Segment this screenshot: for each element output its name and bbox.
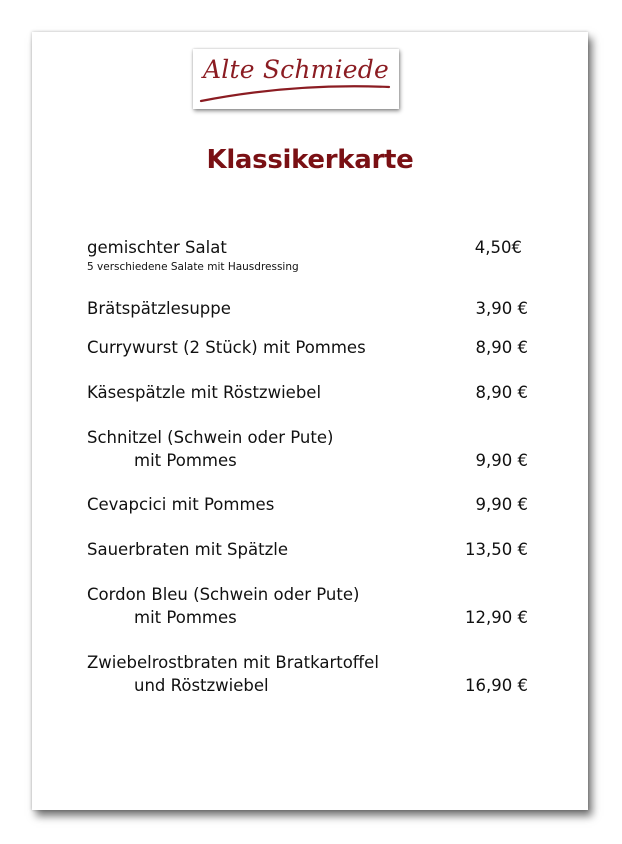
menu-item-name: Zwiebelrostbraten mit Bratkartoffel	[87, 653, 379, 672]
logo-swoosh-icon	[193, 49, 399, 109]
menu-item-name: Schnitzel (Schwein oder Pute)	[87, 428, 334, 447]
menu-item-price: 16,90 €	[465, 676, 528, 695]
menu-item-price: 9,90 €	[475, 495, 528, 514]
menu-item-name-continued: mit Pommes	[134, 608, 237, 627]
menu-item-name: gemischter Salat	[87, 238, 227, 257]
menu-item-name: Käsespätzle mit Röstzwiebel	[87, 383, 322, 402]
menu-item-price: 8,90 €	[475, 383, 528, 402]
menu-item-price: 13,50 €	[465, 540, 528, 559]
page-title: Klassikerkarte	[206, 145, 414, 175]
restaurant-logo	[193, 49, 399, 109]
menu-item-price: 3,90 €	[475, 299, 528, 318]
menu-item-name: Cevapcici mit Pommes	[87, 495, 275, 514]
menu-item-price: 9,90 €	[475, 451, 528, 470]
menu-item-name-continued: mit Pommes	[134, 451, 237, 470]
menu-item-price: 12,90 €	[465, 608, 528, 627]
menu-item-name: Sauerbraten mit Spätzle	[87, 540, 288, 559]
menu-item-name-continued: und Röstzwiebel	[134, 676, 269, 695]
menu-item-price: 4,50€	[474, 238, 522, 257]
menu-page	[32, 32, 588, 810]
menu-item-name: Currywurst (2 Stück) mit Pommes	[87, 338, 366, 357]
menu-item-name: Cordon Bleu (Schwein oder Pute)	[87, 585, 360, 604]
menu-item-description: 5 verschiedene Salate mit Hausdressing	[87, 261, 299, 273]
menu-item-price: 8,90 €	[475, 338, 528, 357]
menu-item-name: Brätspätzlesuppe	[87, 299, 231, 318]
logo-text: Alte Schmiede	[203, 55, 389, 84]
